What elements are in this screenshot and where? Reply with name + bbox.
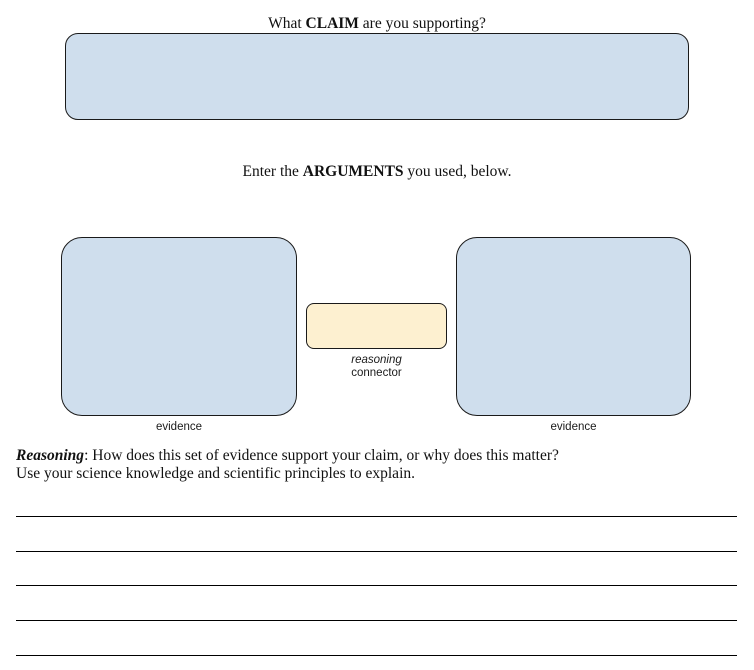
reasoning-answer-line[interactable]	[16, 551, 737, 552]
reasoning-answer-line[interactable]	[16, 655, 737, 656]
arguments-heading	[0, 162, 754, 182]
reasoning-prompt-line1: : How does this set of evidence support your claim, or why does this matter?	[84, 447, 559, 464]
reasoning-prompt-lead: Reasoning	[16, 447, 85, 464]
arguments-heading-text-before: Enter the	[242, 163, 303, 180]
arguments-heading-text-after: you used, below.	[403, 163, 512, 180]
reasoning-connector-label-line1: reasoning	[351, 354, 402, 366]
reasoning-connector-label	[306, 354, 447, 380]
claim-heading-keyword: CLAIM	[305, 15, 359, 32]
reasoning-prompt-line2: Use your science knowledge and scientific principles to explain.	[16, 465, 415, 482]
arguments-heading-keyword: ARGUMENTS	[302, 163, 404, 180]
reasoning-connector-box[interactable]	[306, 303, 447, 349]
claim-heading-text-before: What	[268, 15, 306, 32]
claim-input-box[interactable]	[65, 33, 689, 120]
reasoning-connector-label-line2: connector	[351, 367, 402, 379]
evidence-input-box-left[interactable]	[61, 237, 297, 416]
evidence-label-left: evidence	[155, 421, 203, 433]
claim-heading-text-after: are you supporting?	[358, 15, 486, 32]
evidence-label-right: evidence	[550, 421, 597, 433]
claim-heading	[0, 14, 754, 34]
reasoning-answer-line[interactable]	[16, 620, 737, 621]
evidence-input-box-right[interactable]	[456, 237, 691, 416]
reasoning-answer-line[interactable]	[16, 516, 737, 517]
reasoning-prompt	[16, 447, 732, 483]
reasoning-answer-line[interactable]	[16, 585, 737, 586]
